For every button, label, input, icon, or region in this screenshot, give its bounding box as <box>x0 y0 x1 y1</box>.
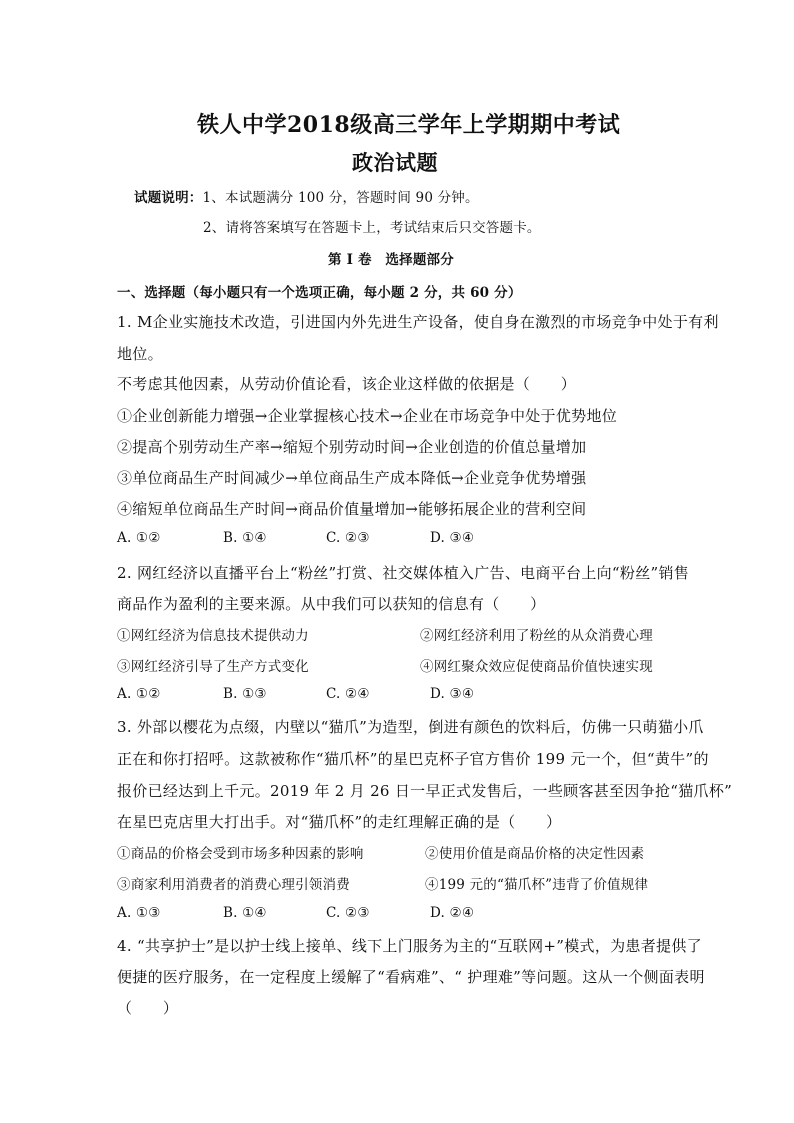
q2-options <box>0 686 794 706</box>
q2-option-c: C. ②④ <box>326 686 370 702</box>
q4-line2: 便捷的医疗服务，在一定程度上缓解了“看病难”、“ 护理难”等问题。这从一个侧面表明 <box>117 968 705 986</box>
q2-statement-4: ④网红聚众效应促使商品价值快速实现 <box>420 659 653 675</box>
q2-line1: 2. 网红经济以直播平台上“粉丝”打赏、社交媒体植入广告、电商平台上向“粉丝”销售 <box>117 564 690 582</box>
q1-statement-4: ④缩短单位商品生产时间→商品价值量增加→能够拓展企业的营利空间 <box>117 500 587 518</box>
q4-line3: （ ） <box>117 999 179 1017</box>
q3-statement-2: ②使用价值是商品价格的决定性因素 <box>425 846 645 862</box>
page-subtitle: 政治试题 <box>352 150 438 175</box>
q1-option-b: B. ①④ <box>223 530 267 546</box>
q1-option-c: C. ②③ <box>326 530 370 546</box>
q1-statement-3: ③单位商品生产时间减少→单位商品生产成本降低→企业竞争优势增强 <box>117 469 587 487</box>
instructions-label: 试题说明： <box>134 190 203 206</box>
q1-option-d: D. ③④ <box>430 530 475 546</box>
q3-option-a: A. ①③ <box>117 905 161 921</box>
q2-statement-1: ①网红经济为信息技术提供动力 <box>117 628 309 644</box>
part-heading: 第 Ⅰ 卷 选择题部分 <box>328 252 454 268</box>
q2-statement-3: ③网红经济引导了生产方式变化 <box>117 659 309 675</box>
q3-option-c: C. ②③ <box>326 905 370 921</box>
instructions-line2: 2、请将答案填写在答题卡上，考试结束后只交答题卡。 <box>203 220 541 236</box>
q3-line2: 正在和你打招呼。这款被称作“猫爪杯”的星巴克杯子官方售价 199 元一个，但“黄牛”的 <box>117 750 709 768</box>
instructions-line1: 1、本试题满分 100 分，答题时间 90 分钟。 <box>202 190 479 206</box>
q2-option-a: A. ①② <box>117 686 161 702</box>
q3-line1: 3. 外部以樱花为点缀，内壁以“猫爪”为造型，倒进有颜色的饮料后，仿佛一只萌猫小爪 <box>117 718 704 736</box>
q3-option-b: B. ①④ <box>223 905 267 921</box>
q3-line3: 报价已经达到上千元。2019 年 2 月 26 日一早正式发售后，一些顾客甚至因争抢“猫爪杯” <box>117 782 733 800</box>
q1-statement-1: ①企业创新能力增强→企业掌握核心技术→企业在市场竞争中处于优势地位 <box>117 407 618 425</box>
q1-line1: 1. M企业实施技术改造，引进国内外先进生产设备，使自身在激烈的市场竞争中处于有利 <box>117 313 719 331</box>
q3-statement-1: ①商品的价格会受到市场多种因素的影响 <box>117 846 364 862</box>
q1-stem: 不考虑其他因素，从劳动价值论看，该企业这样做的依据是（ ） <box>117 375 577 393</box>
q3-options <box>0 905 794 925</box>
q3-statement-4: ④199 元的“猫爪杯”违背了价值规律 <box>425 877 649 893</box>
q3-option-d: D. ②④ <box>430 905 475 921</box>
instructions <box>134 186 479 206</box>
page-title: 铁人中学2018级高三学年上学期期中考试 <box>197 112 621 138</box>
q1-option-a: A. ①② <box>117 530 161 546</box>
q3-line4: 在星巴克店里大打出手。对“猫爪杯”的走红理解正确的是（ ） <box>117 813 562 831</box>
q3-statement-3: ③商家利用消费者的消费心理引领消费 <box>117 877 350 893</box>
q2-line2: 商品作为盈利的主要来源。从中我们可以获知的信息有（ ） <box>117 595 546 613</box>
q2-option-d: D. ③④ <box>430 686 475 702</box>
q1-line2: 地位。 <box>117 345 163 363</box>
section-heading: 一、选择题（每小题只有一个选项正确，每小题 2 分，共 60 分） <box>117 285 522 301</box>
q1-statement-2: ②提高个别劳动生产率→缩短个别劳动时间→企业创造的价值总量增加 <box>117 438 587 456</box>
q2-statement-2: ②网红经济利用了粉丝的从众消费心理 <box>420 628 653 644</box>
q4-line1: 4. “共享护士”是以护士线上接单、线下上门服务为主的“互联网+”模式，为患者提供了 <box>117 937 702 955</box>
q2-option-b: B. ①③ <box>223 686 267 702</box>
q1-options <box>0 530 794 550</box>
